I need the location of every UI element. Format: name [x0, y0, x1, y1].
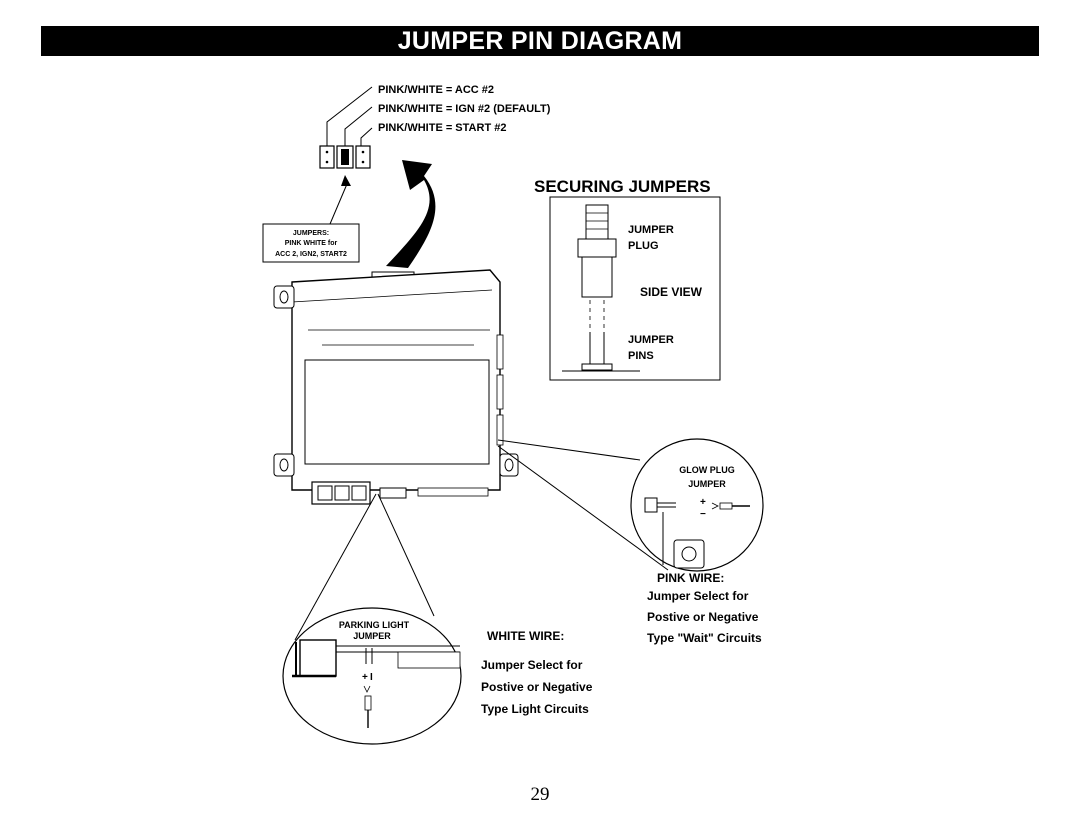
jumper-plug-line-2: PLUG — [628, 240, 659, 252]
pink-wire-line-2: Jumper Select for — [647, 589, 749, 603]
jumpers-callout — [263, 224, 359, 262]
glow-plug-line-2: JUMPER — [688, 479, 726, 489]
white-wire-line-4: Type Light Circuits — [481, 702, 589, 716]
label-ign2: PINK/WHITE = IGN #2 (DEFAULT) — [378, 103, 551, 115]
page-number: 29 — [530, 784, 550, 805]
parking-light-line-1: PARKING LIGHT — [338, 620, 410, 630]
glow-plug-minus: − — [700, 509, 706, 520]
label-start2: PINK/WHITE = START #2 — [378, 122, 507, 134]
jumper-plug-line-1: JUMPER — [628, 224, 674, 236]
white-wire-line-2: Jumper Select for — [481, 658, 583, 672]
callout-line-2: PINK WHITE for — [284, 240, 338, 247]
securing-heading: SECURING JUMPERS — [534, 177, 711, 196]
white-wire-line-3: Postive or Negative — [481, 680, 593, 694]
top-jumper-labels — [327, 84, 551, 146]
jumper-pins-line-1: JUMPER — [628, 334, 674, 346]
callout-line-3: ACC 2, IGN2, START2 — [275, 251, 347, 258]
white-wire-line-1: WHITE WIRE: — [487, 629, 565, 643]
glow-plug-detail — [498, 439, 763, 571]
jumper-header — [320, 146, 370, 168]
label-acc2: PINK/WHITE = ACC #2 — [378, 84, 495, 96]
pink-wire-note — [647, 571, 762, 645]
side-view-label: SIDE VIEW — [640, 285, 703, 299]
white-wire-note — [481, 629, 593, 716]
pink-wire-line-3: Postive or Negative — [647, 610, 759, 624]
pink-wire-line-4: Type "Wait" Circuits — [647, 631, 762, 645]
page-title: JUMPER PIN DIAGRAM — [41, 26, 1039, 56]
parking-light-line-2: JUMPER — [353, 631, 391, 641]
parking-light-plus: + — [362, 672, 368, 683]
jumper-pins-line-2: PINS — [628, 350, 654, 362]
glow-plug-line-1: GLOW PLUG — [679, 465, 735, 475]
remote-start-module — [274, 270, 518, 504]
pink-wire-line-1: PINK WIRE: — [657, 571, 725, 585]
glow-plug-plus: + — [700, 497, 706, 508]
callout-line-1: JUMPERS: — [292, 230, 330, 237]
parking-light-minus: I — [370, 672, 373, 683]
securing-jumpers-panel — [534, 177, 720, 380]
curved-arrow — [386, 160, 435, 268]
parking-light-detail — [283, 494, 461, 744]
